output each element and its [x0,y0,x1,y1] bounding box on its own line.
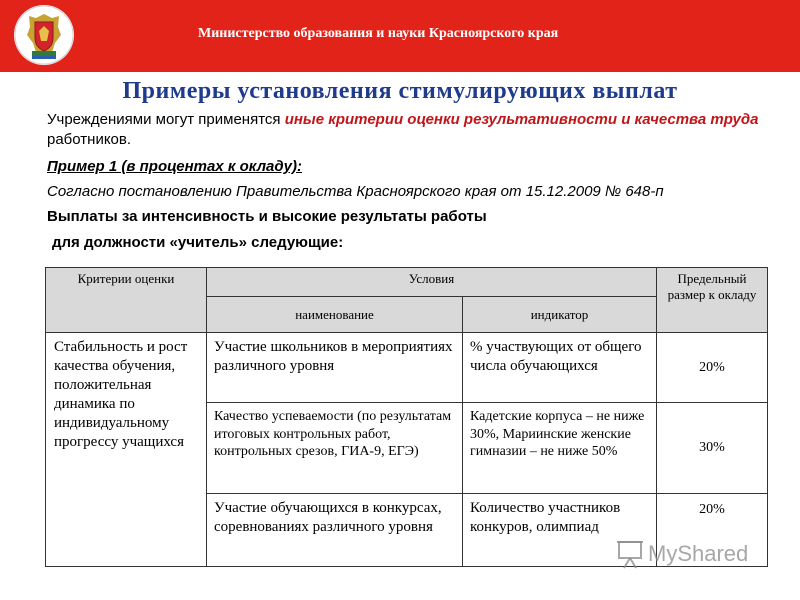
example-label: Пример 1 (в процентах к окладу): [47,158,302,175]
header-indicator: индикатор [463,297,657,333]
table-row [46,333,768,403]
header-name: наименование [207,297,463,333]
intro-text-before: Учреждениями могут применятся [47,111,285,128]
ministry-title: Министерство образования и науки Красноярского края [198,26,559,41]
table-header-row [46,268,768,297]
header-conditions: Условия [207,268,657,297]
watermark-text: MyShared [648,541,749,566]
condition-indicator: Кадетские корпуса – не ниже 30%, Мариинские женские гимназии – не ниже 50% [463,403,657,494]
condition-indicator: % участвующих от общего числа обучающихся [463,333,657,403]
section-heading-line-2: для должности «учитель» следующие: [52,234,344,251]
criterion-cell: Стабильность и рост качества обучения, положительная динамика по индивидуальному прогрессу учащихся [46,333,207,567]
criteria-table [45,267,768,567]
header-bar [0,0,800,72]
intro-text-after: работников. [47,131,132,148]
intro-paragraph [47,110,767,150]
header-max-size: Предельный размер к окладу [657,268,768,333]
coat-of-arms-icon [14,5,74,65]
max-size-value: 20% [657,494,768,567]
watermark [612,537,772,571]
decree-reference: Согласно постановлению Правительства Красноярского края от 15.12.2009 № 648-п [47,183,664,200]
presentation-board-icon [616,539,644,574]
condition-name: Участие школьников в мероприятиях различного уровня [207,333,463,403]
section-heading-line-1: Выплаты за интенсивность и высокие результаты работы [47,208,487,225]
max-size-value: 20% [657,333,768,403]
condition-name: Качество успеваемости (по результатам итоговых контрольных работ, контрольных срезов, ГИА-9, ЕГЭ) [207,403,463,494]
condition-indicator: Количество участников конкуров, олимпиад [463,494,657,567]
intro-highlight: иные критерии оценки результативности и качества труда [284,111,759,128]
slide-title: Примеры установления стимулирующих выплат [122,78,678,104]
condition-name: Участие обучающихся в конкурсах, соревнованиях различного уровня [207,494,463,567]
header-criteria: Критерии оценки [46,268,207,333]
max-size-value: 30% [657,403,768,494]
